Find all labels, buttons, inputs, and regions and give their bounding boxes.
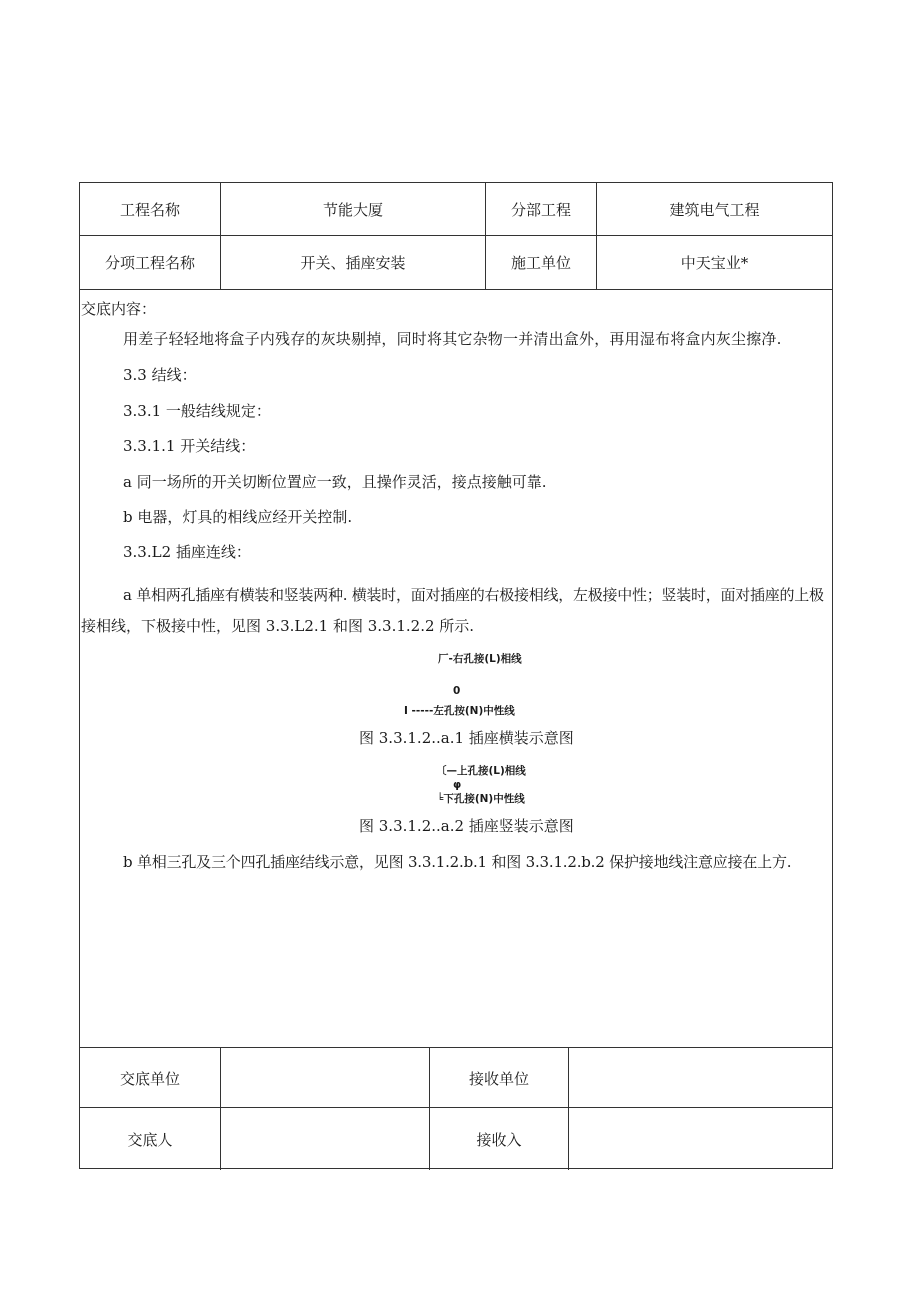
fig2-label-live: 〔—上孔接(L)相线 xyxy=(436,765,526,777)
project-name-value: 节能大厦 xyxy=(220,183,485,235)
socket-item-a-line1: a 单相两孔插座有横装和竖装两种. 横装时，面对插座的右极接相线，左极接中性；竖装时，面对插座的上极 xyxy=(123,586,824,604)
receiving-unit-label: 接收单位 xyxy=(429,1048,568,1108)
section-3-3-1-2: 3.3.L2 插座连线： xyxy=(123,543,251,561)
fig1-label-neutral: I -----左孔按(N)中性线 xyxy=(404,705,515,717)
division-label: 分部工程 xyxy=(485,183,596,235)
disclosing-unit-value xyxy=(220,1048,429,1108)
disclosure-content xyxy=(80,289,832,1047)
header-row-1 xyxy=(80,183,832,236)
discloser-label: 交底人 xyxy=(127,1130,173,1149)
division-value: 建筑电气工程 xyxy=(596,183,832,235)
header-row-2 xyxy=(80,235,832,290)
section-3-3-1-1: 3.3.1.1 开关结线： xyxy=(123,437,256,455)
subitem-name-label: 分项工程名称 xyxy=(104,253,195,272)
contractor-value: 中天宝业* xyxy=(596,235,832,289)
switch-item-b: b 电器，灯具的相线应经开关控制. xyxy=(123,508,353,526)
receiving-unit-value xyxy=(568,1048,832,1108)
section-3-3-1: 3.3.1 一般结线规定： xyxy=(123,402,271,420)
fig2-label-neutral: ╘下孔接(N)中性线 xyxy=(437,793,525,805)
footer-row-2 xyxy=(80,1107,832,1170)
content-title: 交底内容： xyxy=(81,300,157,318)
fig1-label-live: 厂-右孔接(L)相线 xyxy=(438,653,522,665)
switch-item-a: a 同一场所的开关切断位置应一致，且操作灵活，接点接触可靠. xyxy=(123,473,547,491)
fig2-caption: 图 3.3.1.2..a.2 插座竖装示意图 xyxy=(359,817,574,835)
receiver-label: 接收入 xyxy=(429,1108,568,1170)
discloser-value xyxy=(220,1108,429,1170)
fig1-socket-symbol: 0 xyxy=(453,685,461,697)
contractor-label: 施工单位 xyxy=(485,235,596,289)
fig1-caption: 图 3.3.1.2..a.1 插座横装示意图 xyxy=(359,729,574,747)
disclosing-unit-label: 交底单位 xyxy=(119,1069,180,1088)
subitem-name-value: 开关、插座安装 xyxy=(220,235,485,289)
section-3-3: 3.3 结线： xyxy=(123,366,197,384)
fig2-socket-symbol: φ xyxy=(453,779,462,791)
project-name-label: 工程名称 xyxy=(119,200,180,219)
socket-item-a-line2: 接相线，下极接中性，见图 3.3.L2.1 和图 3.3.1.2.2 所示. xyxy=(81,617,475,635)
disclosure-form xyxy=(79,182,833,1169)
receiver-value xyxy=(568,1108,832,1170)
socket-item-b: b 单相三孔及三个四孔插座结线示意，见图 3.3.1.2.b.1 和图 3.3.1.2.b.2 保护接地线注意应接在上方. xyxy=(123,853,792,871)
footer-row-1 xyxy=(80,1047,832,1108)
paragraph-1: 用差子轻轻地将盒子内残存的灰块剔掉，同时将其它杂物一并清出盒外，再用湿布将盒内灰尘擦净. xyxy=(123,330,782,348)
